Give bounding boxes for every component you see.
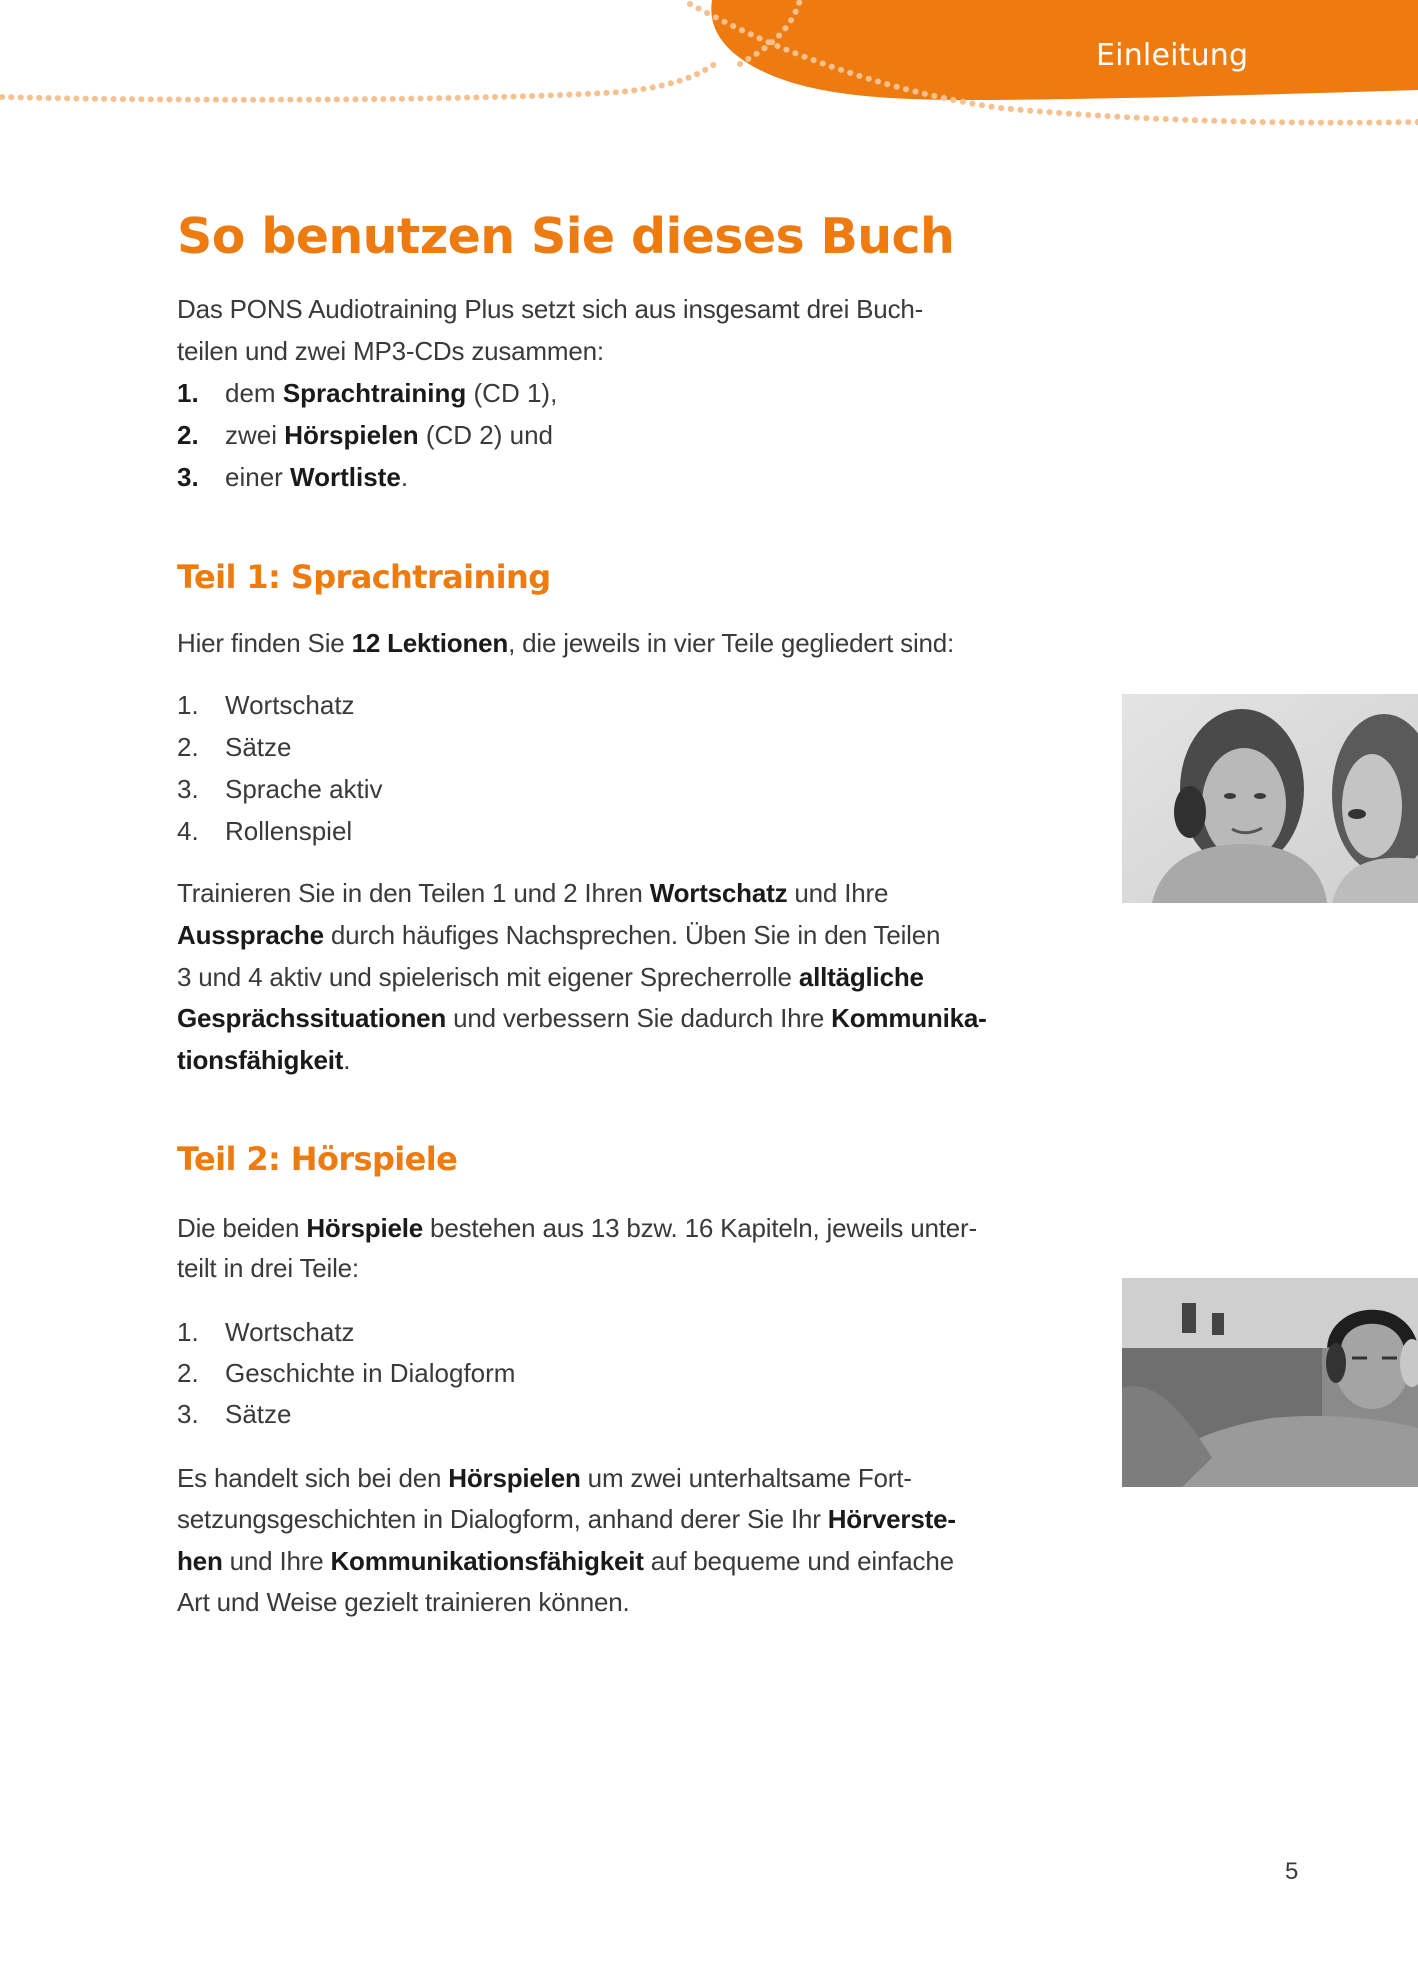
text-line — [177, 962, 924, 993]
list-item — [177, 774, 383, 805]
text-run: Hier finden Sie — [177, 628, 352, 658]
list-text: Rollenspiel — [225, 816, 353, 846]
list-item — [177, 420, 553, 451]
text-run: . — [400, 462, 409, 492]
section-heading-hoerspiele: Teil 2: Hörspiele — [177, 1140, 458, 1178]
section-heading-sprachtraining: Teil 1: Sprachtraining — [177, 558, 551, 596]
text-line — [177, 1045, 350, 1076]
man-with-headphones-on-sofa-photo — [1122, 1278, 1418, 1487]
list-text: Sätze — [225, 732, 292, 762]
text-run: dem — [225, 378, 283, 408]
text-line — [177, 1213, 977, 1244]
list-number: 2. — [177, 1358, 199, 1388]
list-item — [177, 1399, 292, 1430]
bold-term: Wortschatz — [649, 878, 788, 908]
text-run: um zwei unterhaltsame Fort- — [580, 1463, 912, 1493]
list-number: 3. — [177, 1399, 199, 1429]
bold-term: 12 Lektionen — [351, 628, 509, 658]
list-item — [177, 462, 408, 493]
text-run: teilen und zwei MP3-CDs zusammen: — [177, 336, 604, 366]
text-line — [177, 1546, 954, 1577]
text-run: und Ihre — [787, 878, 889, 908]
bold-term: alltägliche — [798, 962, 924, 992]
text-run: und Ihre — [222, 1546, 331, 1576]
bold-term: tionsfähigkeit — [177, 1045, 344, 1075]
bold-term: Sprachtraining — [282, 378, 467, 408]
text-line — [177, 336, 604, 367]
text-run: zwei — [225, 420, 285, 450]
text-run: , die jeweils in vier Teile gegliedert sind: — [508, 628, 955, 658]
list-text: Geschichte in Dialogform — [225, 1358, 516, 1388]
list-item — [177, 816, 352, 847]
list-item — [177, 378, 557, 409]
text-run: Art und Weise gezielt trainieren können. — [177, 1587, 630, 1617]
bold-term: Kommunikationsfähigkeit — [330, 1546, 644, 1576]
bold-term: Wortliste — [290, 462, 401, 492]
list-number: 1. — [177, 690, 199, 720]
text-run: Trainieren Sie in den Teilen 1 und 2 Ihren — [177, 878, 650, 908]
two-women-with-headphones-photo — [1122, 694, 1418, 903]
text-run: (CD 2) und — [418, 420, 554, 450]
chapter-label: Einleitung — [1096, 38, 1249, 73]
bold-term: hen — [177, 1546, 223, 1576]
text-line — [177, 878, 888, 909]
text-run: auf bequeme und einfache — [643, 1546, 954, 1576]
orange-header-shape — [711, 0, 1418, 100]
list-item — [177, 1358, 515, 1389]
list-text: Wortschatz — [225, 690, 355, 720]
text-run: Das PONS Audiotraining Plus setzt sich aus insgesamt drei Buch- — [177, 294, 924, 324]
list-number: 1. — [177, 1317, 199, 1347]
list-number: 3. — [177, 774, 199, 804]
text-run: durch häufiges Nachsprechen. Üben Sie in den Teilen — [323, 920, 941, 950]
list-number: 2. — [177, 732, 199, 762]
bold-term: Gesprächssituationen — [177, 1003, 447, 1033]
text-run: bestehen aus 13 bzw. 16 Kapiteln, jeweils unter- — [423, 1213, 977, 1243]
list-text: Wortschatz — [225, 1317, 355, 1347]
list-number: 2. — [177, 420, 199, 450]
bold-term: Hörspielen — [284, 420, 419, 450]
list-text: Sprache aktiv — [225, 774, 383, 804]
text-run: Die beiden — [177, 1213, 307, 1243]
list-number: 3. — [177, 462, 199, 492]
list-number: 4. — [177, 816, 199, 846]
text-line — [177, 920, 940, 951]
text-line — [177, 1463, 912, 1494]
text-run: . — [343, 1045, 351, 1075]
text-line — [177, 628, 954, 659]
text-run: teilt in drei Teile: — [177, 1253, 359, 1283]
text-line — [177, 1587, 630, 1618]
list-item — [177, 1317, 355, 1348]
text-line — [177, 1003, 987, 1034]
list-text: Sätze — [225, 1399, 292, 1429]
bold-term: Hörspiele — [306, 1213, 424, 1243]
bold-term: Aussprache — [177, 920, 324, 950]
text-run: setzungsgeschichten in Dialogform, anhand derer Sie Ihr — [177, 1504, 828, 1534]
text-run: Es handelt sich bei den — [177, 1463, 449, 1493]
text-run: und verbessern Sie dadurch Ihre — [446, 1003, 832, 1033]
text-line — [177, 1253, 359, 1284]
page-title: So benutzen Sie dieses Buch — [177, 208, 955, 265]
list-item — [177, 732, 292, 763]
page-number: 5 — [1285, 1858, 1299, 1885]
bold-term: Hörspielen — [448, 1463, 581, 1493]
list-item — [177, 690, 355, 721]
text-run: einer — [225, 462, 291, 492]
text-run: (CD 1), — [466, 378, 558, 408]
list-number: 1. — [177, 378, 199, 408]
text-run: 3 und 4 aktiv und spielerisch mit eigener Sprecherrolle — [177, 962, 799, 992]
bold-term: Kommunika- — [831, 1003, 987, 1033]
bold-term: Hörverste- — [827, 1504, 956, 1534]
text-line — [177, 1504, 956, 1535]
text-line — [177, 294, 923, 325]
